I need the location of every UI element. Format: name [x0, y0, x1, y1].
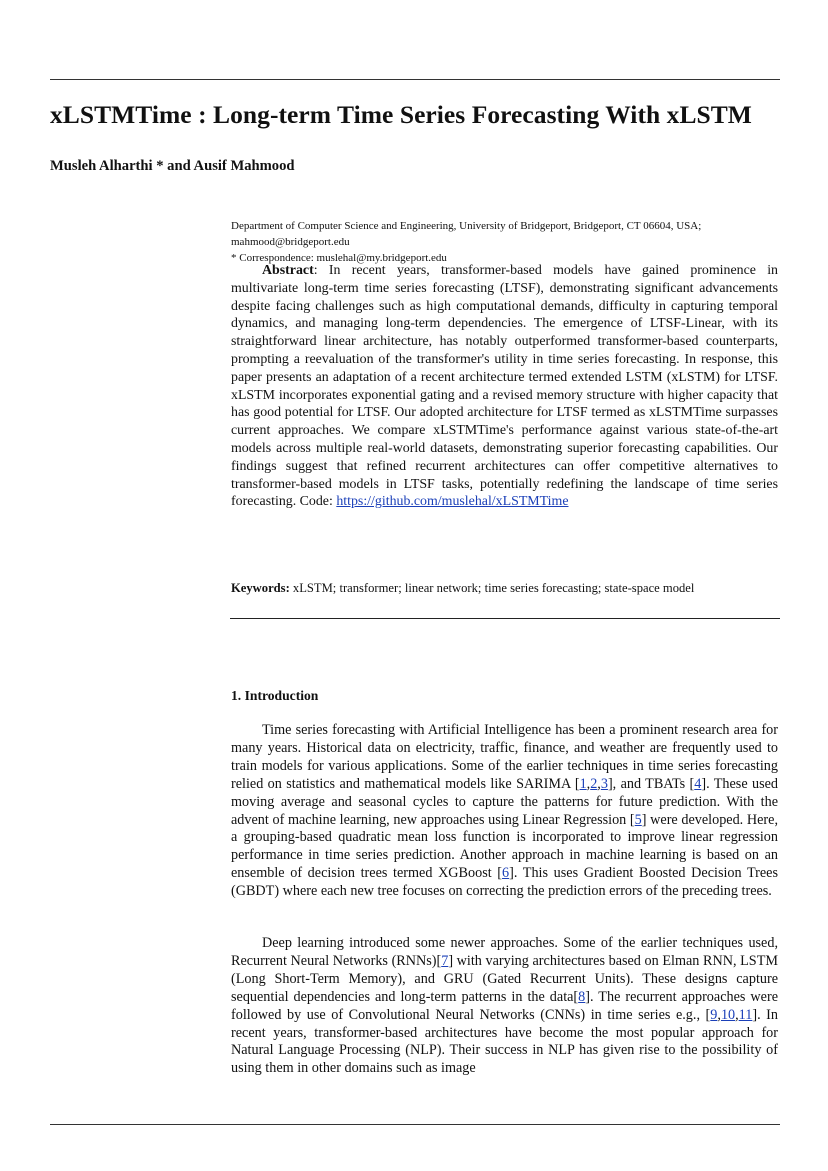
- intro-paragraph-1: Time series forecasting with Artificial Intelligence has been a prominent research area for many years. Historical data on electricity, traffic, finance, and weather are frequently used to train models for various applications. Some of the earlier techniques in time series forecasting relied on statistics and mathematical models like SARIMA [1,2,3], and TBATs [4]. These used moving average and seasonal cycles to capture the patterns for future prediction. With the advent of machine learning, new approaches using Linear Regression [5] were developed. Here, a grouping-based quadratic mean loss function is incorporated to improve linear regression performance in time series prediction. Another approach in machine learning is based on an ensemble of decision trees termed XGBoost [6]. This uses Gradient Boosted Decision Trees (GBDT) where each new tree focuses on correcting the prediction errors of the preceding trees.: [231, 722, 778, 900]
- para-text: ]. These used moving average and seasonal cycles to capture the patterns for future prediction. With the advent of machine learning, new approaches using Linear Regression [: [231, 775, 778, 828]
- citation-link[interactable]: 6: [502, 865, 510, 882]
- para-text: ] were developed. Here, a grouping-based quadratic mean loss function is incorporated to improve linear regression performance in time series prediction. Another approach in machine learning is based on an ensemble of decision trees termed XGBoost [: [231, 811, 778, 882]
- top-rule: [50, 79, 780, 80]
- abstract-label: Abstract: [262, 263, 314, 278]
- abstract-block: [231, 262, 778, 511]
- para-text: ]. In recent years, transformer-based architectures have become the most popular approach for Natural Language Processing (NLP). Their success in NLP has given rise to the possibility of using them in other domains such as image: [231, 1006, 778, 1077]
- para-text: Time series forecasting with Artificial Intelligence has been a prominent research area for many years. Historical data on electricity, traffic, finance, and weather are frequently used to train models for various applications. Some of the earlier techniques in time series forecasting relied on statistics and mathematical models like SARIMA [: [231, 722, 778, 792]
- intro-paragraph-2: Deep learning introduced some newer approaches. Some of the earlier techniques used, Recurrent Neural Networks (RNNs)[7] with varying architectures based on Elman RNN, LSTM (Long Short-Term Memory), and GRU (Gated Recurrent Units). These designs capture sequential dependencies and long-term patterns in the data[8]. The recurrent approaches were followed by use of Convolutional Neural Networks (CNNs) in time series e.g., [9,10,11]. In recent years, transformer-based architectures have become the most popular approach for Natural Language Processing (NLP). Their success in NLP has given rise to the possibility of using them in other domains such as image: [231, 935, 778, 1077]
- affiliation-block: [231, 218, 778, 266]
- abstract-divider: [230, 618, 780, 619]
- citation-link[interactable]: 3: [600, 775, 608, 792]
- correspondence-line: * Correspondence: muslehal@my.bridgeport.edu: [231, 252, 447, 264]
- para-text: ]. This uses Gradient Boosted Decision Trees (GBDT) where each new tree focuses on correcting the prediction errors of the preceding trees.: [231, 865, 778, 900]
- bottom-rule: [50, 1124, 780, 1125]
- citation-link[interactable]: 2: [590, 775, 598, 792]
- affiliation-email: mahmood@bridgeport.edu: [231, 236, 350, 248]
- citation-link[interactable]: 10: [720, 1006, 736, 1023]
- section-heading: 1. Introduction: [231, 688, 319, 703]
- paper-title: xLSTMTime : Long-term Time Series Forecasting With xLSTM: [50, 100, 752, 129]
- para-text: ]. The recurrent approaches were followed by use of Convolutional Neural Networks (CNNs) in time series e.g., [: [231, 988, 778, 1023]
- citation-link[interactable]: 7: [441, 952, 449, 969]
- citation-link[interactable]: 8: [578, 988, 586, 1005]
- para-text: ], and TBATs [: [607, 775, 695, 792]
- para-text: ] with varying architectures based on Elman RNN, LSTM (Long Short-Term Memory), and GRU (Gated Recurrent Units). These designs capture sequential dependencies and long-term patterns in the data[: [231, 952, 778, 1005]
- para-text: Deep learning introduced some newer approaches. Some of the earlier techniques used, Recurrent Neural Networks (RNNs)[: [231, 935, 778, 969]
- abstract-text: : In recent years, transformer-based models have gained prominence in multivariate long-term time series forecasting (LTSF), demonstrating significant advancements despite facing challenges such as high computational demands, difficulty in capturing temporal dynamics, and managing long-term dependencies. The emergence of LTSF-Linear, with its straightforward linear architecture, has notably outperformed transformer-based counterparts, prompting a reevaluation of the transformer's utility in time series forecasting. In response, this paper presents an adaptation of a recent architecture termed extended LSTM (xLSTM) for LTSF. xLSTM incorporates exponential gating and a revised memory structure with higher capacity that has good potential for LTSF. Our adopted architecture for LTSF termed as xLSTMTime surpasses current approaches. We compare xLSTMTime's performance against various state-of-the-art models across multiple real-world datasets, demonstrating superior forecasting capabilities. Our findings suggest that refined recurrent architectures can offer competitive alternatives to transformer-based models in LTSF tasks, potentially redefining the landscape of time series forecasting. Code:: [231, 263, 778, 510]
- author-list: Musleh Alharthi * and Ausif Mahmood: [50, 158, 295, 174]
- citation-link[interactable]: 9: [710, 1006, 718, 1023]
- citation-link[interactable]: 1: [579, 775, 587, 792]
- citation-link[interactable]: 4: [694, 775, 702, 792]
- citation-link[interactable]: 5: [634, 811, 642, 828]
- citation-link[interactable]: 11: [738, 1006, 753, 1023]
- affiliation-line: Department of Computer Science and Engineering, University of Bridgeport, Bridgeport, CT 06604, USA;: [231, 220, 702, 232]
- keywords-text: xLSTM; transformer; linear network; time series forecasting; state-space model: [289, 581, 695, 595]
- keywords-label: Keywords:: [231, 581, 290, 595]
- keywords-line: [231, 581, 778, 596]
- code-link[interactable]: https://github.com/muslehal/xLSTMTime: [336, 494, 569, 510]
